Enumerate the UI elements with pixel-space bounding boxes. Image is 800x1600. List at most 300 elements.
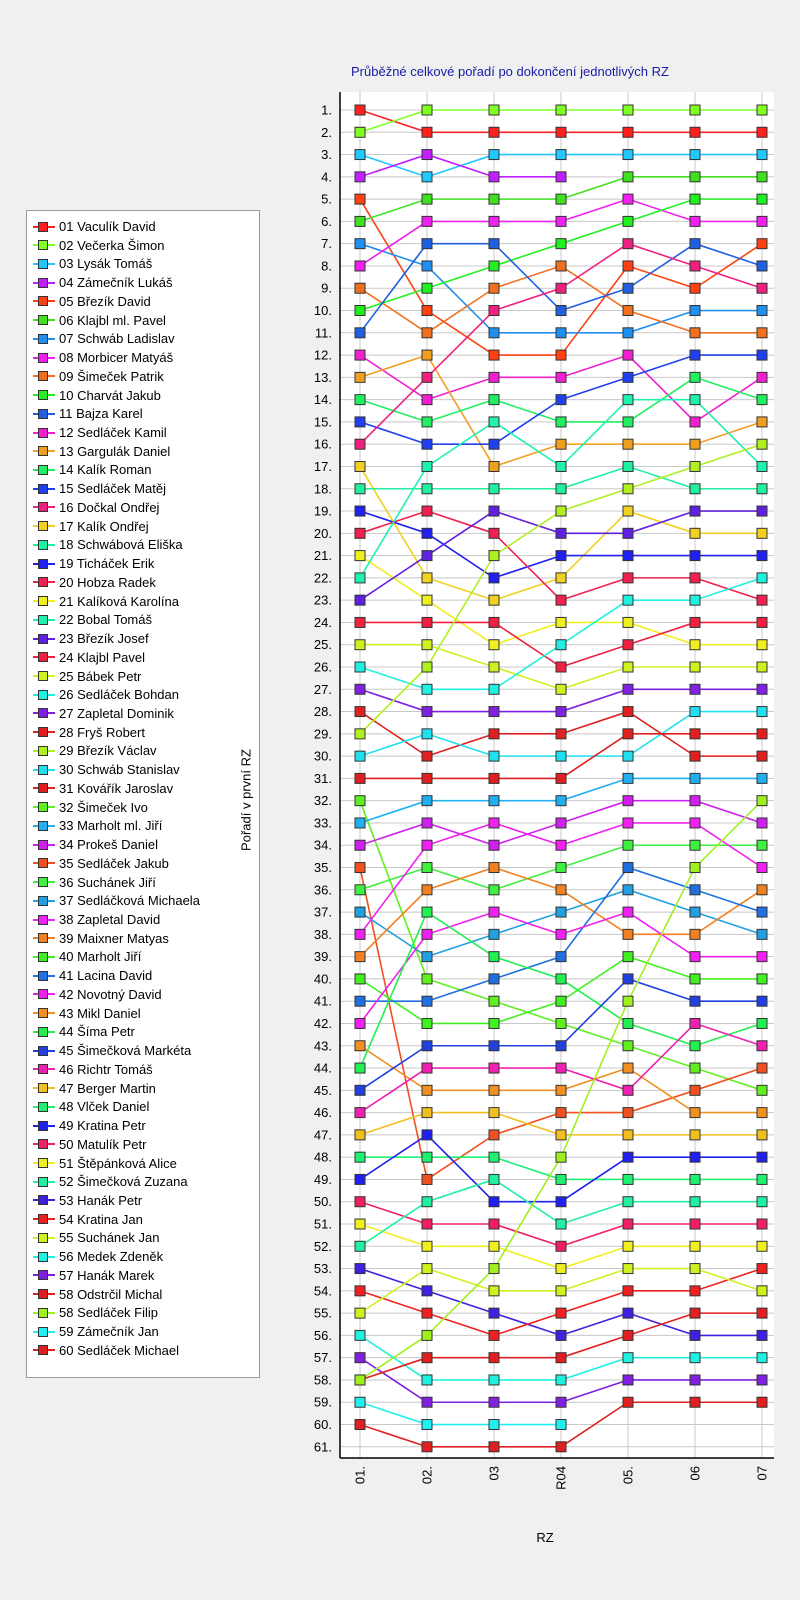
y-tick-label: 55. bbox=[313, 1305, 332, 1321]
data-point bbox=[757, 729, 767, 739]
data-point bbox=[355, 840, 365, 850]
data-point bbox=[690, 194, 700, 204]
y-tick-label: 17. bbox=[313, 458, 332, 474]
data-point bbox=[422, 1063, 432, 1073]
data-point bbox=[757, 461, 767, 471]
data-point bbox=[556, 484, 566, 494]
data-point bbox=[623, 573, 633, 583]
data-point bbox=[422, 573, 432, 583]
data-point bbox=[355, 885, 365, 895]
y-tick-label: 61. bbox=[313, 1439, 332, 1455]
data-point bbox=[422, 1420, 432, 1430]
y-tick-label: 37. bbox=[313, 904, 332, 920]
data-point bbox=[690, 840, 700, 850]
data-point bbox=[757, 350, 767, 360]
data-point bbox=[690, 261, 700, 271]
y-tick-label: 52. bbox=[313, 1238, 332, 1254]
data-point bbox=[489, 707, 499, 717]
data-point bbox=[690, 239, 700, 249]
data-point bbox=[556, 684, 566, 694]
data-point bbox=[623, 751, 633, 761]
data-point bbox=[556, 1085, 566, 1095]
y-tick-label: 18. bbox=[313, 481, 332, 497]
data-point bbox=[556, 1130, 566, 1140]
legend-label: 51 Štěpánková Alice bbox=[59, 1155, 177, 1171]
legend-label: 42 Novotný David bbox=[59, 986, 162, 1002]
data-point bbox=[623, 350, 633, 360]
data-point bbox=[690, 1085, 700, 1095]
data-point bbox=[355, 1018, 365, 1028]
y-tick-label: 53. bbox=[313, 1261, 332, 1277]
data-point bbox=[690, 996, 700, 1006]
data-point bbox=[489, 729, 499, 739]
data-point bbox=[422, 1219, 432, 1229]
data-point bbox=[489, 239, 499, 249]
data-point bbox=[623, 239, 633, 249]
data-point bbox=[556, 1219, 566, 1229]
data-point bbox=[757, 662, 767, 672]
legend-label: 06 Klajbl ml. Pavel bbox=[59, 312, 166, 328]
data-point bbox=[690, 662, 700, 672]
data-point bbox=[757, 1397, 767, 1407]
data-point bbox=[690, 172, 700, 182]
data-point bbox=[355, 952, 365, 962]
data-point bbox=[422, 105, 432, 115]
y-tick-label: 43. bbox=[313, 1038, 332, 1054]
legend-label: 32 Šimeček Ivo bbox=[59, 799, 148, 815]
data-point bbox=[489, 952, 499, 962]
data-point bbox=[556, 1397, 566, 1407]
data-point bbox=[422, 395, 432, 405]
data-point bbox=[690, 573, 700, 583]
data-point bbox=[623, 640, 633, 650]
y-tick-label: 34. bbox=[313, 837, 332, 853]
data-point bbox=[489, 885, 499, 895]
data-point bbox=[690, 595, 700, 605]
legend-label: 15 Sedláček Matěj bbox=[59, 481, 166, 497]
data-point bbox=[422, 1085, 432, 1095]
data-point bbox=[556, 773, 566, 783]
y-tick-label: 56. bbox=[313, 1327, 332, 1343]
data-point bbox=[355, 595, 365, 605]
data-point bbox=[355, 127, 365, 137]
y-tick-label: 25. bbox=[313, 637, 332, 653]
data-point bbox=[422, 818, 432, 828]
data-point bbox=[556, 1063, 566, 1073]
data-point bbox=[623, 1108, 633, 1118]
data-point bbox=[623, 1375, 633, 1385]
y-tick-label: 28. bbox=[313, 704, 332, 720]
data-point bbox=[489, 461, 499, 471]
legend-label: 07 Schwáb Ladislav bbox=[59, 331, 175, 347]
data-point bbox=[623, 1330, 633, 1340]
data-point bbox=[757, 1108, 767, 1118]
data-point bbox=[556, 194, 566, 204]
data-point bbox=[422, 484, 432, 494]
y-tick-label: 59. bbox=[313, 1394, 332, 1410]
data-point bbox=[422, 1041, 432, 1051]
legend-label: 27 Zapletal Dominik bbox=[59, 705, 174, 721]
data-point bbox=[757, 439, 767, 449]
data-point bbox=[556, 150, 566, 160]
data-point bbox=[422, 1241, 432, 1251]
y-tick-label: 49. bbox=[313, 1171, 332, 1187]
data-point bbox=[556, 395, 566, 405]
data-point bbox=[355, 1353, 365, 1363]
data-point bbox=[556, 996, 566, 1006]
data-point bbox=[556, 1375, 566, 1385]
data-point bbox=[757, 1264, 767, 1274]
data-point bbox=[355, 929, 365, 939]
legend-label: 31 Kovářík Jaroslav bbox=[59, 780, 174, 796]
y-tick-label: 8. bbox=[321, 258, 332, 274]
legend-label: 35 Sedláček Jakub bbox=[59, 855, 169, 871]
data-point bbox=[355, 372, 365, 382]
y-tick-label: 21. bbox=[313, 548, 332, 564]
data-point bbox=[690, 640, 700, 650]
data-point bbox=[355, 773, 365, 783]
data-point bbox=[690, 796, 700, 806]
data-point bbox=[422, 127, 432, 137]
data-point bbox=[690, 1130, 700, 1140]
data-point bbox=[556, 261, 566, 271]
data-point bbox=[556, 1330, 566, 1340]
data-point bbox=[489, 595, 499, 605]
data-point bbox=[690, 1197, 700, 1207]
data-point bbox=[489, 216, 499, 226]
data-point bbox=[623, 1174, 633, 1184]
data-point bbox=[556, 283, 566, 293]
data-point bbox=[757, 840, 767, 850]
data-point bbox=[489, 395, 499, 405]
legend-label: 21 Kalíková Karolína bbox=[59, 593, 179, 609]
y-tick-label: 41. bbox=[313, 993, 332, 1009]
data-point bbox=[422, 996, 432, 1006]
data-point bbox=[623, 261, 633, 271]
data-point bbox=[489, 1018, 499, 1028]
x-tick-label: 02. bbox=[419, 1466, 435, 1485]
data-point bbox=[355, 484, 365, 494]
data-point bbox=[422, 261, 432, 271]
data-point bbox=[355, 239, 365, 249]
data-point bbox=[690, 1353, 700, 1363]
legend-label: 60 Sedláček Michael bbox=[59, 1342, 179, 1358]
x-tick-label: R04 bbox=[553, 1466, 569, 1490]
y-tick-label: 20. bbox=[313, 525, 332, 541]
data-point bbox=[355, 818, 365, 828]
y-tick-label: 47. bbox=[313, 1127, 332, 1143]
data-point bbox=[489, 1219, 499, 1229]
data-point bbox=[556, 350, 566, 360]
legend-label: 12 Sedláček Kamil bbox=[59, 425, 167, 441]
data-point bbox=[623, 1219, 633, 1229]
data-point bbox=[355, 796, 365, 806]
data-point bbox=[489, 1286, 499, 1296]
data-point bbox=[489, 1085, 499, 1095]
data-point bbox=[690, 863, 700, 873]
data-point bbox=[422, 1152, 432, 1162]
legend-label: 45 Šimečková Markéta bbox=[59, 1043, 192, 1059]
data-point bbox=[422, 506, 432, 516]
data-point bbox=[623, 617, 633, 627]
data-point bbox=[355, 551, 365, 561]
legend-label: 34 Prokeš Daniel bbox=[59, 837, 158, 853]
data-point bbox=[757, 506, 767, 516]
legend-label: 41 Lacina David bbox=[59, 968, 153, 984]
data-point bbox=[556, 1264, 566, 1274]
data-point bbox=[757, 1018, 767, 1028]
data-point bbox=[489, 439, 499, 449]
data-point bbox=[757, 528, 767, 538]
data-point bbox=[757, 216, 767, 226]
data-point bbox=[556, 1152, 566, 1162]
data-point bbox=[757, 595, 767, 605]
data-point bbox=[355, 150, 365, 160]
data-point bbox=[422, 1330, 432, 1340]
data-point bbox=[489, 127, 499, 137]
data-point bbox=[690, 439, 700, 449]
data-point bbox=[556, 461, 566, 471]
legend-label: 52 Šimečková Zuzana bbox=[59, 1174, 188, 1190]
data-point bbox=[355, 1375, 365, 1385]
data-point bbox=[489, 194, 499, 204]
data-point bbox=[556, 417, 566, 427]
data-point bbox=[757, 996, 767, 1006]
data-point bbox=[422, 172, 432, 182]
data-point bbox=[489, 996, 499, 1006]
data-point bbox=[623, 1241, 633, 1251]
data-point bbox=[623, 729, 633, 739]
data-point bbox=[489, 306, 499, 316]
y-tick-label: 11. bbox=[314, 325, 332, 341]
data-point bbox=[489, 573, 499, 583]
data-point bbox=[757, 952, 767, 962]
legend-label: 43 Mikl Daniel bbox=[59, 1005, 141, 1021]
y-tick-label: 44. bbox=[313, 1060, 332, 1076]
data-point bbox=[623, 328, 633, 338]
data-point bbox=[757, 1241, 767, 1251]
data-point bbox=[556, 885, 566, 895]
data-point bbox=[690, 1041, 700, 1051]
data-point bbox=[690, 395, 700, 405]
data-point bbox=[556, 306, 566, 316]
data-point bbox=[422, 662, 432, 672]
legend-label: 11 Bajza Karel bbox=[59, 406, 143, 422]
data-point bbox=[489, 1197, 499, 1207]
y-tick-label: 22. bbox=[313, 570, 332, 586]
data-point bbox=[355, 1219, 365, 1229]
data-point bbox=[623, 974, 633, 984]
data-point bbox=[757, 974, 767, 984]
data-point bbox=[422, 239, 432, 249]
data-point bbox=[623, 105, 633, 115]
y-axis-label: Pořadí v první RZ bbox=[238, 749, 254, 851]
data-point bbox=[489, 640, 499, 650]
data-point bbox=[355, 306, 365, 316]
y-tick-label: 48. bbox=[313, 1149, 332, 1165]
y-tick-label: 29. bbox=[313, 726, 332, 742]
data-point bbox=[623, 1353, 633, 1363]
legend-label: 50 Matulík Petr bbox=[59, 1136, 147, 1152]
data-point bbox=[489, 484, 499, 494]
data-point bbox=[489, 105, 499, 115]
data-point bbox=[757, 907, 767, 917]
data-point bbox=[489, 1174, 499, 1184]
data-point bbox=[355, 684, 365, 694]
data-point bbox=[623, 484, 633, 494]
data-point bbox=[757, 261, 767, 271]
data-point bbox=[623, 194, 633, 204]
data-point bbox=[489, 617, 499, 627]
data-point bbox=[489, 796, 499, 806]
data-point bbox=[422, 952, 432, 962]
y-tick-label: 60. bbox=[313, 1417, 332, 1433]
data-point bbox=[690, 1308, 700, 1318]
data-point bbox=[422, 729, 432, 739]
data-point bbox=[690, 484, 700, 494]
data-point bbox=[355, 1085, 365, 1095]
data-point bbox=[422, 1286, 432, 1296]
data-point bbox=[556, 506, 566, 516]
data-point bbox=[623, 840, 633, 850]
data-point bbox=[355, 350, 365, 360]
x-tick-label: 07 bbox=[754, 1466, 770, 1481]
data-point bbox=[623, 662, 633, 672]
data-point bbox=[623, 952, 633, 962]
data-point bbox=[355, 172, 365, 182]
x-tick-label: 01. bbox=[352, 1466, 368, 1485]
data-point bbox=[489, 417, 499, 427]
data-point bbox=[355, 194, 365, 204]
data-point bbox=[556, 929, 566, 939]
data-point bbox=[556, 1041, 566, 1051]
data-point bbox=[422, 863, 432, 873]
data-point bbox=[556, 1286, 566, 1296]
data-point bbox=[489, 261, 499, 271]
y-tick-label: 46. bbox=[313, 1105, 332, 1121]
legend-label: 38 Zapletal David bbox=[59, 912, 161, 927]
data-point bbox=[422, 885, 432, 895]
data-point bbox=[690, 907, 700, 917]
data-point bbox=[623, 439, 633, 449]
y-tick-label: 7. bbox=[321, 236, 332, 252]
data-point bbox=[556, 105, 566, 115]
data-point bbox=[355, 1241, 365, 1251]
data-point bbox=[690, 818, 700, 828]
data-point bbox=[690, 729, 700, 739]
legend-label: 02 Večerka Šimon bbox=[59, 237, 165, 253]
data-point bbox=[690, 617, 700, 627]
data-point bbox=[757, 239, 767, 249]
legend-label: 23 Březík Josef bbox=[59, 631, 149, 647]
legend-label: 30 Schwáb Stanislav bbox=[59, 762, 180, 778]
data-point bbox=[623, 172, 633, 182]
data-point bbox=[355, 417, 365, 427]
data-point bbox=[422, 1108, 432, 1118]
data-point bbox=[690, 707, 700, 717]
data-point bbox=[355, 283, 365, 293]
data-point bbox=[355, 395, 365, 405]
data-point bbox=[690, 1108, 700, 1118]
data-point bbox=[489, 1420, 499, 1430]
data-point bbox=[623, 461, 633, 471]
data-point bbox=[623, 929, 633, 939]
data-point bbox=[422, 751, 432, 761]
data-point bbox=[623, 551, 633, 561]
data-point bbox=[757, 929, 767, 939]
data-point bbox=[422, 417, 432, 427]
y-tick-label: 50. bbox=[313, 1194, 332, 1210]
data-point bbox=[690, 283, 700, 293]
data-point bbox=[556, 551, 566, 561]
y-tick-label: 54. bbox=[313, 1283, 332, 1299]
legend-label: 08 Morbicer Matyáš bbox=[59, 350, 174, 366]
data-point bbox=[489, 372, 499, 382]
data-point bbox=[757, 863, 767, 873]
chart-title: Průběžné celkové pořadí po dokončení jednotlivých RZ bbox=[351, 64, 669, 79]
data-point bbox=[556, 372, 566, 382]
data-point bbox=[355, 1197, 365, 1207]
data-point bbox=[422, 684, 432, 694]
y-tick-label: 5. bbox=[321, 191, 332, 207]
data-point bbox=[623, 773, 633, 783]
data-point bbox=[623, 1063, 633, 1073]
data-point bbox=[556, 239, 566, 249]
y-tick-label: 42. bbox=[313, 1015, 332, 1031]
data-point bbox=[556, 595, 566, 605]
y-tick-label: 31. bbox=[313, 770, 332, 786]
data-point bbox=[556, 328, 566, 338]
y-tick-label: 1. bbox=[321, 102, 332, 118]
data-point bbox=[556, 640, 566, 650]
data-point bbox=[422, 640, 432, 650]
data-point bbox=[489, 863, 499, 873]
data-point bbox=[690, 417, 700, 427]
data-point bbox=[757, 551, 767, 561]
legend-label: 24 Klajbl Pavel bbox=[59, 649, 145, 665]
data-point bbox=[757, 1085, 767, 1095]
y-tick-label: 9. bbox=[321, 280, 332, 296]
data-point bbox=[623, 996, 633, 1006]
data-point bbox=[422, 1018, 432, 1028]
data-point bbox=[355, 1330, 365, 1340]
data-point bbox=[623, 506, 633, 516]
data-point bbox=[556, 1241, 566, 1251]
data-point bbox=[623, 1308, 633, 1318]
data-point bbox=[556, 796, 566, 806]
data-point bbox=[422, 1375, 432, 1385]
data-point bbox=[556, 974, 566, 984]
y-tick-label: 24. bbox=[313, 614, 332, 630]
data-point bbox=[757, 172, 767, 182]
data-point bbox=[355, 1308, 365, 1318]
data-point bbox=[757, 1174, 767, 1184]
data-point bbox=[355, 707, 365, 717]
data-point bbox=[422, 439, 432, 449]
data-point bbox=[556, 528, 566, 538]
data-point bbox=[422, 1174, 432, 1184]
legend-label: 10 Charvát Jakub bbox=[59, 387, 161, 403]
data-point bbox=[556, 840, 566, 850]
data-point bbox=[623, 863, 633, 873]
data-point bbox=[422, 1130, 432, 1140]
data-point bbox=[757, 150, 767, 160]
data-point bbox=[757, 395, 767, 405]
data-point bbox=[623, 1152, 633, 1162]
data-point bbox=[757, 617, 767, 627]
data-point bbox=[355, 1130, 365, 1140]
data-point bbox=[690, 773, 700, 783]
